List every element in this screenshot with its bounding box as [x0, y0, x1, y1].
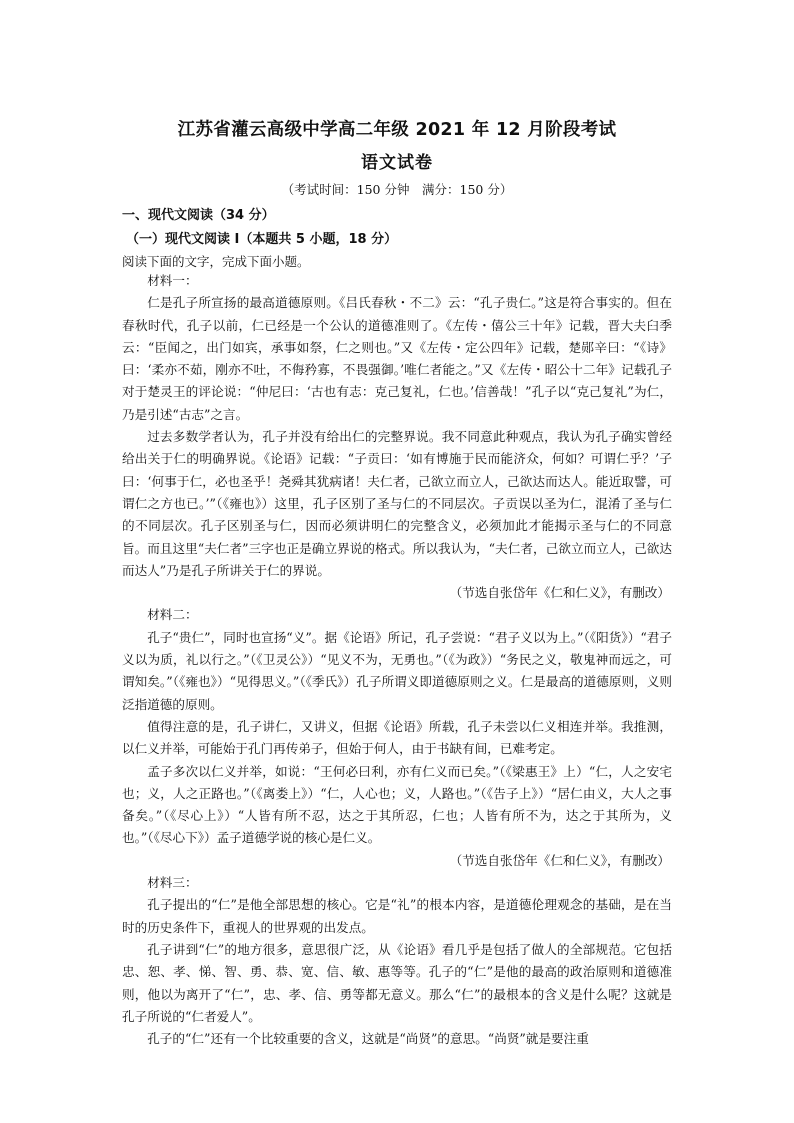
material1-source: （节选自张岱年《仁和仁义》，有删改） [449, 585, 670, 601]
material3-paragraph: 孔子讲到“仁”的地方很多，意思很广泛，从《论语》看几乎是包括了做人的全部规范。它包括忠、恕、孝、悌、智、勇、恭、宽、信、敏、惠等等。孔子的“仁”是他的最高的政治原则和道德准则，他以为离开了“仁”，忠、孝、信、勇等都无意义。那么“仁”的最根本的含义是什么呢？这就是孔子所说的“仁者爱人”。 [122, 941, 672, 1024]
material3-paragraph: 孔子提出的“仁”是他全部思想的核心。它是“礼”的根本内容，是道德伦理观念的基础，是在当时的历史条件下，重视人的世界观的出发点。 [122, 897, 672, 935]
material1-label: 材料一： [147, 273, 198, 288]
material1-paragraph: 过去多数学者认为，孔子并没有给出仁的完整界说。我不同意此种观点，我认为孔子确实曾经给出关于仁的明确界说。《论语》记载：“子贡曰：‘如有博施于民而能济众，何如？可谓仁乎？’子曰：‘何事于仁，必也圣乎！尧舜其犹病诸！夫仁者，己欲立而立人，己欲达而达人。能近取譬，可谓仁之方也已。’”（《雍也》）这里，孔子区别了圣与仁的不同层次。子贡误以圣为仁，混淆了圣与仁的不同层次。孔子区别圣与仁，因而必须讲明仁的完整含义，必须加此才能揭示圣与仁的不同意旨。而且这里“夫仁者”三字也正是确立界说的格式。所以我认为，“夫仁者，己欲立而立人，己欲达而达人”乃是孔子所讲关于仁的界说。 [122, 429, 672, 578]
section-heading: 一、现代文阅读（34 分） [122, 208, 275, 223]
material2-paragraph: 值得注意的是，孔子讲仁，又讲义，但据《论语》所载，孔子未尝以仁义相连并举。我推测，以仁义并举，可能始于孔门再传弟子，但始于何人，由于书缺有间，已难考定。 [122, 718, 672, 757]
material2-label: 材料二： [147, 607, 198, 623]
exam-title: 江苏省灌云高级中学高二年级 2021 年 12 月阶段考试 [177, 120, 617, 140]
instruction-text: 阅读下面的文字，完成下面小题。 [122, 254, 310, 269]
reading-materials [122, 270, 672, 1050]
subsection-heading: （一）现代文阅读 I（本题共 5 小题，18 分） [126, 232, 398, 247]
material2-paragraph: 孟子多次以仁义并举，如说：“王何必曰利，亦有仁义而已矣。”（《梁惠王》上）“仁，人之安宅也；义，人之正路也。”（《离娄上》）“仁，人心也；义，人路也。”（《告子上》）“居仁由义，大人之事备矣。”（《尽心上》）“人皆有所不忍，达之于其所忍，仁也；人皆有所不为，达之于其所为，义也。”（《尽心下》）孟子道德学说的核心是仁义。 [122, 763, 672, 846]
exam-info: （考试时间：150 分钟 满分：150 分） [281, 182, 513, 197]
exam-subtitle: 语文试卷 [361, 153, 433, 173]
material3-paragraph: 孔子的“仁”还有一个比较重要的含义，这就是“尚贤”的意思。“尚贤”就是要注重 [147, 1031, 589, 1047]
material2-source: （节选自张岱年《仁和仁义》，有删改） [449, 852, 670, 868]
material1-paragraph: 仁是孔子所宣扬的最高道德原则。《吕氏春秋・不二》云：“孔子贵仁。”这是符合事实的。但在春秋时代，孔子以前，仁已经是一个公认的道德准则了。《左传・僖公三十年》记载，晋大夫臼季云：“臣闻之，出门如宾，承事如祭，仁之则也。”又《左传・定公四年》记载，楚郧辛曰：“《诗》曰：‘柔亦不茹，刚亦不吐，不侮矜寡，不畏强御。’唯仁者能之。”又《左传・昭公十二年》记载孔子对于楚灵王的评论说：“仲尼曰：‘古也有志：克己复礼，仁也。’信善哉！”孔子以“克己复礼”为仁，乃是引述“古志”之言。 [122, 295, 672, 422]
material3-label: 材料三： [147, 875, 198, 891]
material2-paragraph: 孔子“贵仁”，同时也宣扬“义”。据《论语》所记，孔子尝说：“君子义以为上。”（《阳货》）“君子义以为质，礼以行之。”（《卫灵公》）“见义不为，无勇也。”（《为政》）“务民之义，敬鬼神而远之，可谓知矣。”（《雍也》）“见得思义。”（《季氏》）孔子所谓义即道德原则之义。仁是最高的道德原则，义则泛指道德的原则。 [122, 629, 672, 712]
